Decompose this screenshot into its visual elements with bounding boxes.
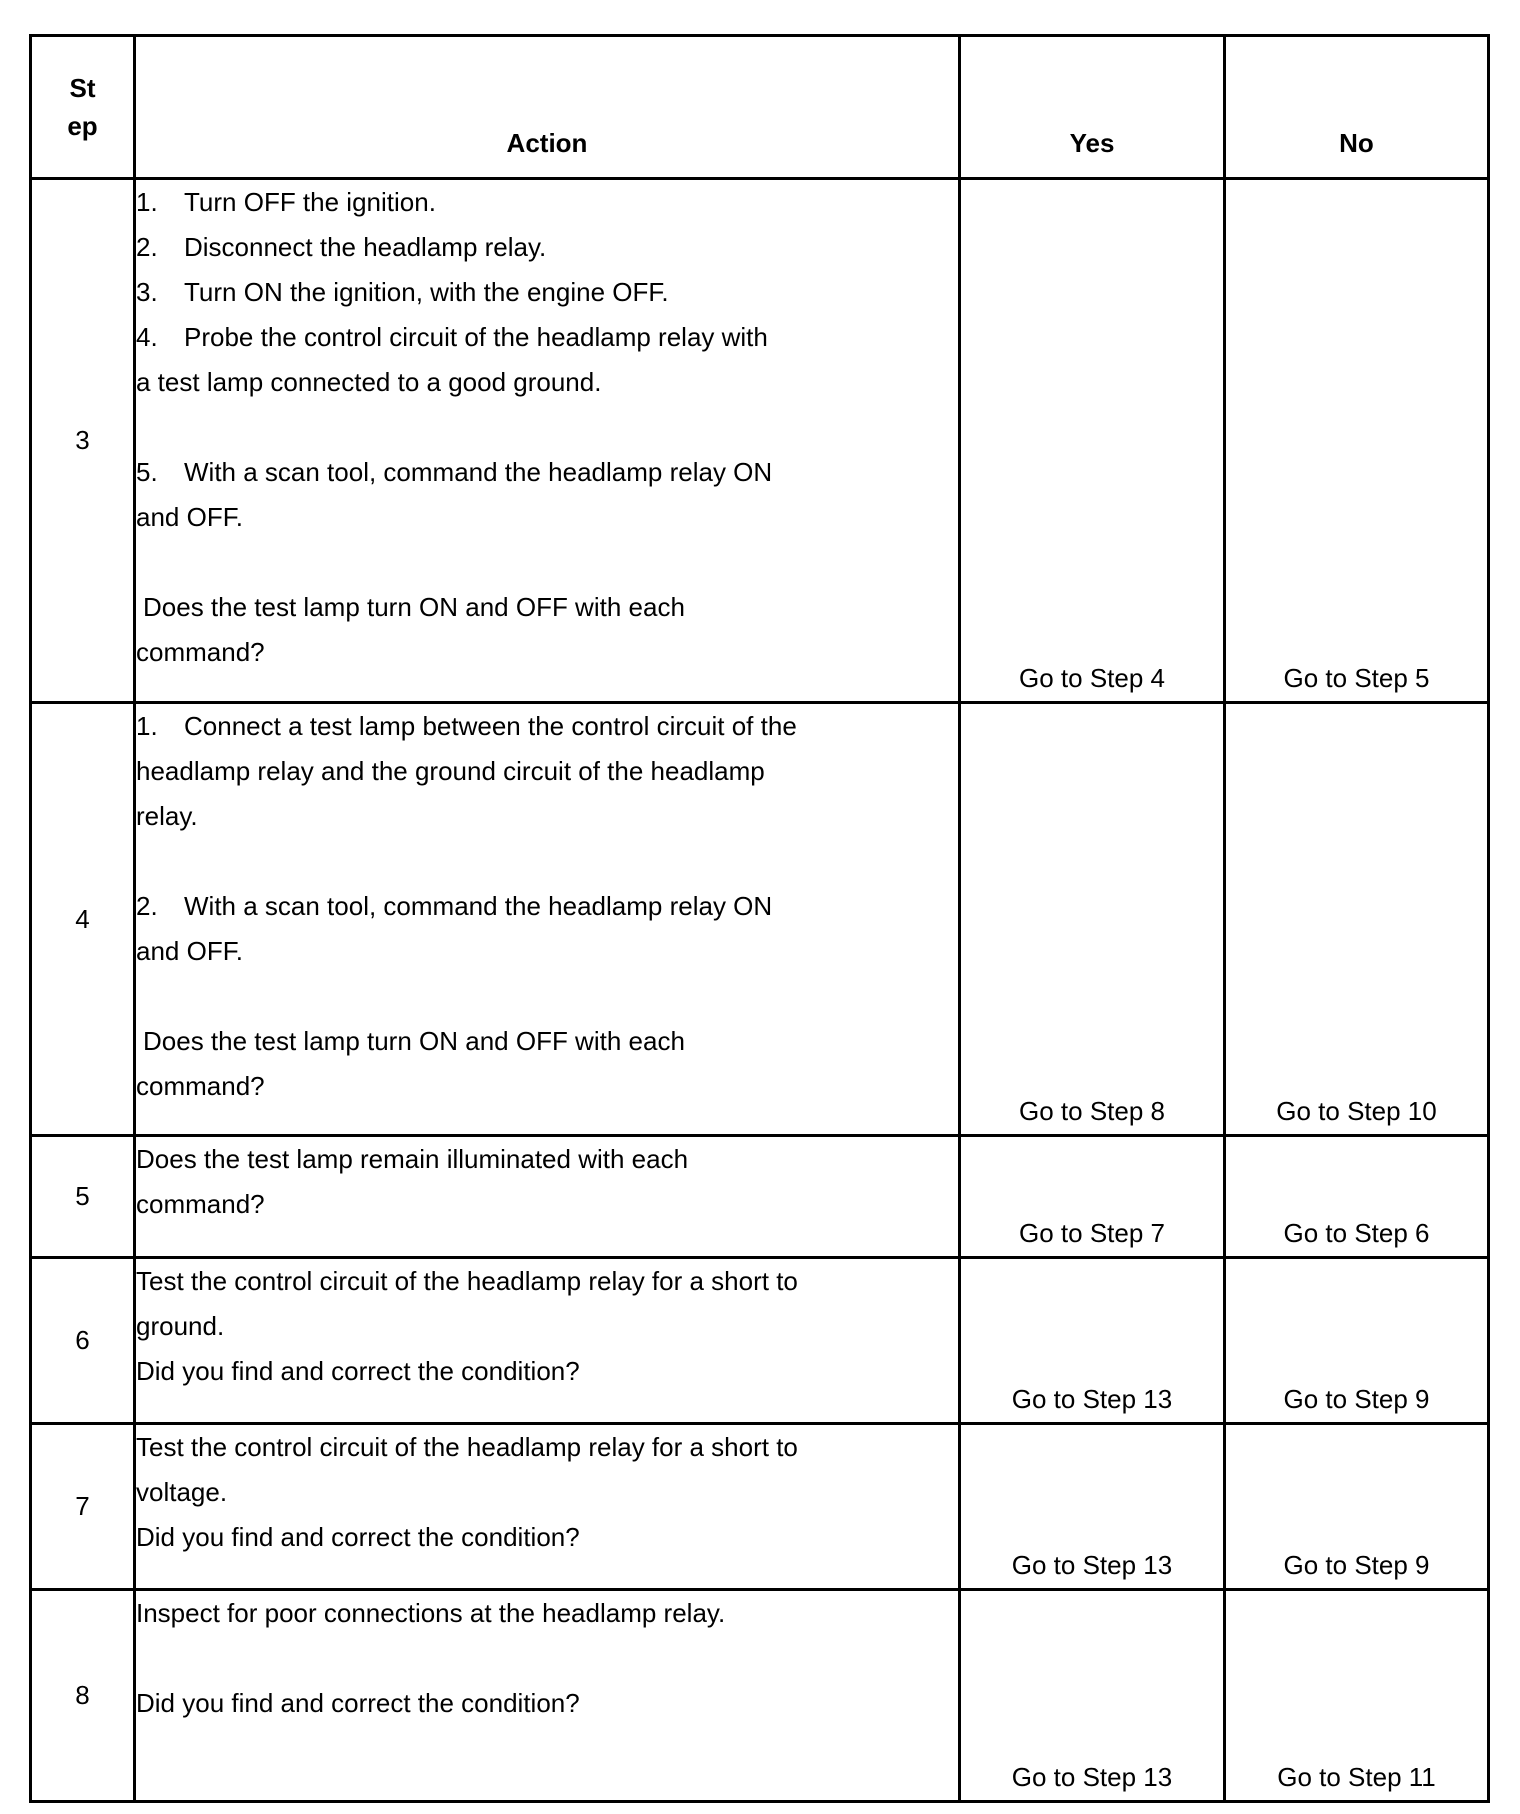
yes-result: Go to Step 7 xyxy=(960,1136,1225,1258)
table-row-step-6 xyxy=(31,1258,1489,1424)
item-number: 2. xyxy=(136,232,158,262)
action-line xyxy=(136,704,958,749)
item-number: 1. xyxy=(136,711,158,741)
item-number: 2. xyxy=(136,891,158,921)
no-result: Go to Step 10 xyxy=(1225,703,1489,1136)
question-line: Did you find and correct the condition? xyxy=(136,1522,580,1552)
table-row-step-7 xyxy=(31,1424,1489,1590)
question-line: command? xyxy=(136,1189,265,1219)
action-cell xyxy=(135,179,960,703)
action-line: Test the control circuit of the headlamp relay for a short to xyxy=(136,1432,798,1462)
question-line: command? xyxy=(136,637,265,667)
item-text: Turn ON the ignition, with the engine OFF. xyxy=(184,277,669,307)
header-yes: Yes xyxy=(960,36,1225,179)
action-cell xyxy=(135,1258,960,1424)
header-no: No xyxy=(1225,36,1489,179)
yes-result: Go to Step 13 xyxy=(960,1258,1225,1424)
diagnostic-table xyxy=(29,34,1490,1803)
action-cell xyxy=(135,1424,960,1590)
question-line: Does the test lamp turn ON and OFF with each xyxy=(143,1026,685,1056)
step-number: 8 xyxy=(31,1590,135,1802)
question-line: command? xyxy=(136,1071,265,1101)
action-line: Inspect for poor connections at the headlamp relay. xyxy=(136,1598,726,1628)
step-number: 4 xyxy=(31,703,135,1136)
item-text: Turn OFF the ignition. xyxy=(184,187,436,217)
no-result: Go to Step 9 xyxy=(1225,1258,1489,1424)
header-step xyxy=(31,36,135,179)
question-line: Did you find and correct the condition? xyxy=(136,1688,580,1718)
step-number: 3 xyxy=(31,179,135,703)
yes-result: Go to Step 13 xyxy=(960,1590,1225,1802)
action-line xyxy=(136,225,958,270)
header-step-line1: St xyxy=(69,73,96,103)
action-line: voltage. xyxy=(136,1477,228,1507)
step-number: 7 xyxy=(31,1424,135,1590)
action-cell xyxy=(135,1590,960,1802)
item-text: Connect a test lamp between the control circuit of the xyxy=(184,711,797,741)
table-row-step-3 xyxy=(31,179,1489,703)
action-line: and OFF. xyxy=(136,502,243,532)
item-number: 3. xyxy=(136,277,158,307)
action-cell xyxy=(135,1136,960,1258)
item-text: Disconnect the headlamp relay. xyxy=(184,232,547,262)
question-line: Does the test lamp turn ON and OFF with each xyxy=(143,592,685,622)
item-number: 5. xyxy=(136,457,158,487)
header-row xyxy=(31,36,1489,179)
header-action: Action xyxy=(135,36,960,179)
action-line: ground. xyxy=(136,1311,225,1341)
yes-result: Go to Step 4 xyxy=(960,179,1225,703)
no-result: Go to Step 5 xyxy=(1225,179,1489,703)
action-line xyxy=(136,315,958,360)
item-number: 4. xyxy=(136,322,158,352)
action-line xyxy=(136,270,958,315)
yes-result: Go to Step 13 xyxy=(960,1424,1225,1590)
item-text: With a scan tool, command the headlamp relay ON xyxy=(184,457,773,487)
table-row-step-4 xyxy=(31,703,1489,1136)
no-result: Go to Step 11 xyxy=(1225,1590,1489,1802)
action-line xyxy=(136,450,958,495)
item-number: 1. xyxy=(136,187,158,217)
table-row-step-8 xyxy=(31,1590,1489,1802)
item-text: With a scan tool, command the headlamp relay ON xyxy=(184,891,773,921)
yes-result: Go to Step 8 xyxy=(960,703,1225,1136)
action-line: a test lamp connected to a good ground. xyxy=(136,367,602,397)
step-number: 6 xyxy=(31,1258,135,1424)
action-line xyxy=(136,884,958,929)
action-line: Test the control circuit of the headlamp relay for a short to xyxy=(136,1266,798,1296)
no-result: Go to Step 9 xyxy=(1225,1424,1489,1590)
action-line: headlamp relay and the ground circuit of the headlamp xyxy=(136,756,765,786)
action-line: relay. xyxy=(136,801,198,831)
table-row-step-5 xyxy=(31,1136,1489,1258)
action-line: and OFF. xyxy=(136,936,243,966)
no-result: Go to Step 6 xyxy=(1225,1136,1489,1258)
header-step-line2: ep xyxy=(67,111,98,141)
item-text: Probe the control circuit of the headlamp relay with xyxy=(184,322,768,352)
step-number: 5 xyxy=(31,1136,135,1258)
action-cell xyxy=(135,703,960,1136)
question-line: Did you find and correct the condition? xyxy=(136,1356,580,1386)
question-line: Does the test lamp remain illuminated with each xyxy=(136,1144,689,1174)
action-line xyxy=(136,180,958,225)
